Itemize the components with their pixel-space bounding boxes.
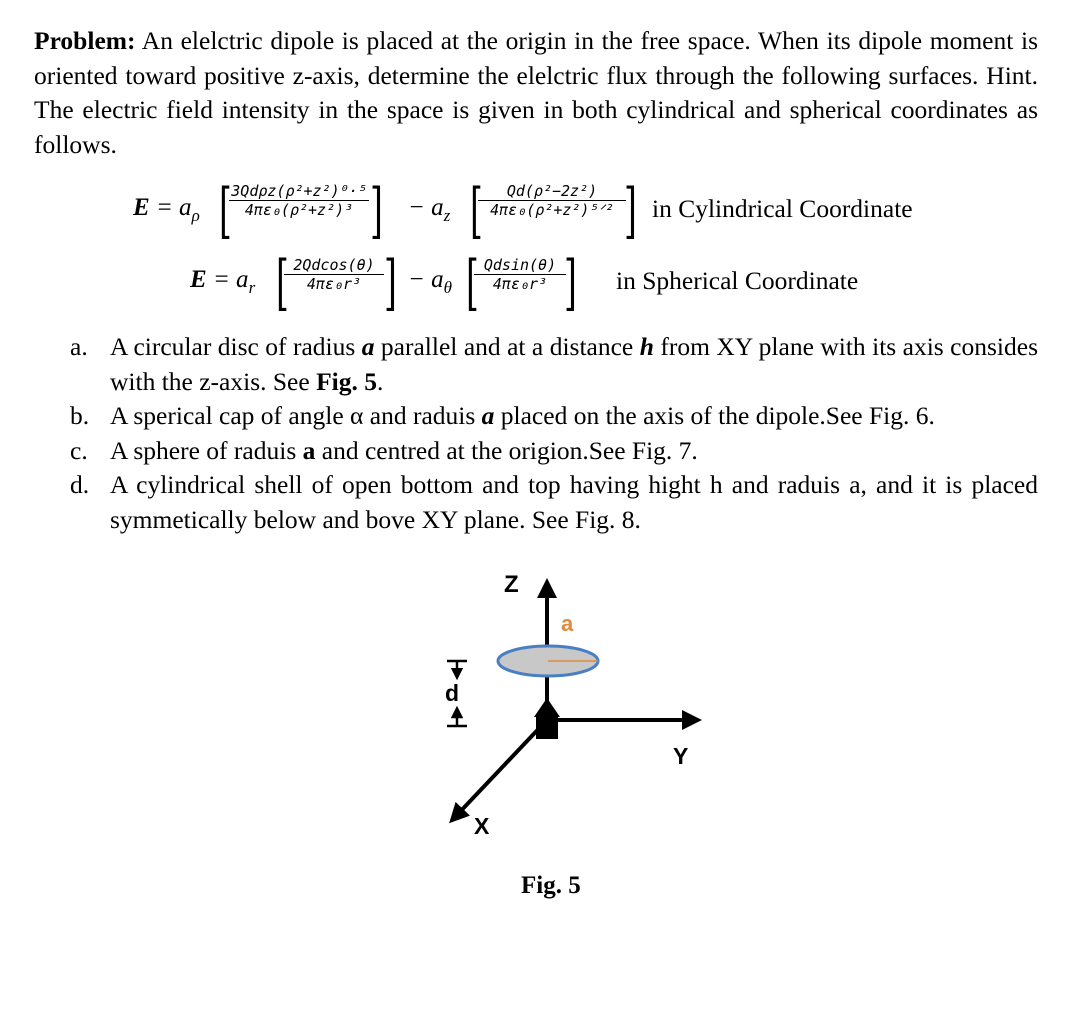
x-axis-label: X (474, 813, 490, 839)
eq1-numerator-2: Qd(ρ²−2z²) (506, 182, 598, 200)
figure-caption: Fig. 5 (521, 872, 581, 899)
eq1-denominator-2: 4πε₀(ρ²+z²)⁵ᐟ² (490, 201, 614, 219)
d-label: d (445, 680, 460, 706)
eq2-left-bracket-1: [ (276, 248, 289, 318)
x-axis (456, 720, 547, 816)
eq2-fraction-1 (284, 256, 384, 293)
eq1-right-bracket-1: ] (370, 176, 383, 246)
item-marker: c. (70, 435, 88, 465)
eq2-lhs: E (190, 266, 207, 293)
eq2-left-bracket-2: [ (466, 248, 479, 318)
eq2-numerator-2: Qdsin(θ) (483, 256, 557, 274)
dipole-body (536, 715, 558, 739)
eq1-sub2: z (443, 206, 451, 225)
eq2-numerator-1: 2Qdcos(θ) (293, 256, 375, 274)
eq1-denominator-1: 4πε₀(ρ²+z²)³ (244, 201, 354, 219)
eq1-right-bracket-2: ] (624, 176, 637, 246)
figure-5-diagram (430, 560, 710, 850)
eq2-right-bracket-1: ] (384, 248, 397, 318)
eq1-lhs: E (133, 194, 150, 221)
eq2-sub2: θ (443, 278, 452, 297)
eq1-numerator-1: 3Qdρz(ρ²+z²)⁰·⁵ (231, 182, 367, 200)
question-list (70, 330, 1038, 537)
eq1-eq: = a (155, 194, 192, 221)
eq1-sub1: ρ (191, 206, 200, 225)
eq1-fraction-2 (478, 182, 626, 219)
list-item: d. A cylindrical shell of open bottom and top having hight h and raduis a, and it is placed symmetically below and bove XY plane. See Fig. 8. (70, 470, 1038, 534)
eq2-minus: − a (408, 266, 444, 293)
y-axis-label: Y (673, 743, 689, 769)
eq2-fraction-2 (474, 256, 566, 293)
item-marker: d. (70, 470, 90, 499)
eq2-sub1: r (248, 278, 256, 297)
z-axis-label: Z (504, 571, 519, 598)
eq2-denominator-2: 4πε₀r³ (492, 275, 548, 293)
item-marker: b. (70, 401, 90, 430)
problem-statement (34, 24, 1038, 162)
list-item: c. A sphere of raduis a and centred at the origion.See Fig. 7. (70, 434, 1038, 469)
problem-label: Problem: (34, 26, 136, 55)
list-item: b. A sperical cap of angle α and raduis a placed on the axis of the dipole.See Fig. 6. (70, 399, 1038, 434)
eq1-left-bracket-1: [ (219, 176, 232, 246)
eq1-label: in Cylindrical Coordinate (652, 194, 913, 223)
eq1-fraction-1 (229, 182, 369, 219)
problem-text: An elelctric dipole is placed at the origin in the free space. When its dipole moment is oriented toward positive z-axis, determine the elelctric flux through the following surfaces. Hint. The electric field intensity in the space is given in both cylindrical and spherical coordinates as follows. (34, 26, 1038, 159)
eq1-minus: − a (408, 194, 444, 221)
radius-label: a (561, 611, 574, 636)
eq2-denominator-1: 4πε₀r³ (306, 275, 362, 293)
eq2-label: in Spherical Coordinate (616, 266, 859, 295)
list-item: a. A circular disc of radius a parallel and at a distance h from XY plane with its axis consides with the z-axis. See Fig. 5. (70, 332, 1038, 396)
dipole-arrowhead (534, 698, 560, 717)
eq2-eq: = a (212, 266, 249, 293)
eq1-left-bracket-2: [ (470, 176, 483, 246)
eq2-right-bracket-2: ] (564, 248, 577, 318)
item-marker: a. (70, 332, 88, 361)
